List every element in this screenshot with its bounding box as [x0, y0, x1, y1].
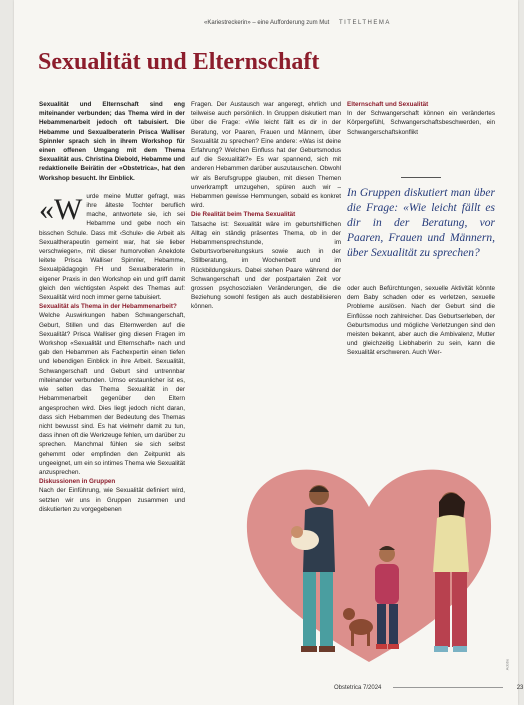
column-3 [347, 100, 495, 261]
pullquote-rule [401, 177, 441, 178]
column-1 [39, 100, 185, 514]
article-title: Sexualität und Elternschaft [38, 49, 320, 75]
image-credit: Adobe [504, 658, 510, 671]
subheading-2: Diskussionen in Gruppen [39, 478, 116, 486]
article-lead: Sexualität und Elternschaft sind eng miteinander verbunden; das Thema wird in der Hebammenarbeit jedoch oft tabuisiert. Die Hebamme und Sexualberaterin Prisca Walliser Spinnler sprach sich in ihrem Workshop für einen offenen Umgang mit dem Thema Sexualität aus. Christina Diebold, Hebamme und redaktionelle Beirätin der «Obstetrica», hat den Workshop besucht. Ihr Einblick. [39, 101, 185, 182]
page-footer [334, 685, 523, 691]
running-header [204, 20, 391, 26]
column-4 [347, 284, 495, 358]
intro-text: urde meine Mutter gefragt, was ihre älteste Tochter beruflich mache, antwortete sie, ich sei Hebamme und gebe noch ein bisschen Schule. Dass mit ‹Schule› die Arbeit als Sexualtherapeutin gemeint war, hat sie lieber verschwiegen», mit dieser humorvollen Anekdote leitete Prisca Walliser Spinnler, Hebamme, Sexualpädagogin FH und Sexualberaterin in eigener Praxis in den Workshop ein und griff damit gleich den wichtigsten Aspekt des Themas auf: Sexualität wird noch immer gerne tabuisiert. [39, 192, 185, 302]
family-heart-illustration [239, 462, 499, 672]
paragraph-5: In der Schwangerschaft können ein verändertes Körpergefühl, Schwangerschaftsbeschwerden, ein Schwangerschaftskonflikt [347, 110, 495, 136]
paragraph-3: Fragen. Der Austausch war angeregt, ehrlich und teilweise auch persönlich. In Gruppen diskutiert man über die Frage: «Wie leicht fällt es dir in der Beratung, vor Paaren, Frauen und Männern, über Sexualität zu sprechen? Eine andere: «Was ist deine Erfahrung? Welchen Einfluss hat der Geburtsmodus auf die Sexualität?» Es war spannend, sich mit anderen Hebammen darüber auszutauschen. Obwohl wir als Berufsgruppe glauben, mit diesen Themen unverkrampft umzugehen, spüren auch wir – Hebammen gewisse Hemmungen, sobald es konkret wird. [191, 101, 341, 210]
subheading-1: Sexualität als Thema in der Hebammenarbeit? [39, 303, 177, 311]
footer-rule [393, 687, 503, 688]
paragraph-4: Tatsache ist: Sexualität wäre im geburtshilflichen Alltag ein ständig präsentes Thema, ob in der Hebammensprechstunde, im Geburtsvorbereitungskurs sowie auch in der Stillberatung, im Wochenbett und im Rückbildungskurs. Dabei stehen Paare während der Schwangerschaft und der postpartalen Zeit vor grossen psychosozialen Veränderungen, die die Beziehung sowohl festigen als auch destabilisieren können. [191, 220, 341, 311]
section-label: TITELTHEMA [338, 20, 391, 26]
intro-paragraph [39, 192, 185, 302]
paragraph-2: Nach der Einführung, wie Sexualität definiert wird, setzten wir uns in Gruppen zusammen und diskutierten zu vorgegebenen [39, 487, 185, 513]
subheading-4: Elternschaft und Sexualität [347, 101, 429, 108]
header-kicker: «Kariestreckerin» – eine Aufforderung zum Mut [204, 20, 330, 26]
page-number: 23 [516, 685, 524, 691]
dropcap: «W [39, 192, 83, 226]
subheading-3: Die Realität beim Thema Sexualität [191, 211, 296, 219]
paragraph-6: oder auch Befürchtungen, sexuelle Aktivität könnte dem Baby schaden oder es verletzen, sexuelle Probleme auslösen. Nach der Geburt sind die Einflüsse noch zahlreicher. Das Geburtserleben, der Geburtsmodus und mögliche Verletzungen sind den meisten bekannt, aber auch die Ambivalenz, Mutter und gleichzeitig Liebhaberin zu sein, kann die Sexualität erschweren. Auch Wer- [347, 285, 495, 357]
pull-quote: In Gruppen diskutiert man über die Frage: «Wie leicht fällt es dir in der Beratung, vor Paaren, Frauen und Männern, über Sexualität zu sprechen? [347, 186, 495, 259]
journal-name: Obstetrica 7/2024 [334, 685, 382, 691]
paragraph-1: Welche Auswirkungen haben Schwangerschaft, Geburt, Stillen und das Elternwerden auf die Sexualität? Prisca Walliser ging diesen Fragen im Workshop «Sexualität und Elternschaft» nach und gab den Hebammen als Fachexpertin einen tiefen und lebendigen Einblick in ihre Arbeit. Sexualität, Schwangerschaft und Geburt sind untrennbar miteinander verbunden. Umso erstaunlicher ist es, wie selten das Thema Sexualität in der Hebammenarbeit gegenüber den Eltern angesprochen wird. Dies liegt jedoch nicht daran, dass sich Hebammen der Bedeutung des Themas nicht bewusst sind. Es hat vielmehr damit zu tun, dass ihnen oft die Werkzeuge fehlen, um darüber zu sprechen. Manchmal fühlen sie sich selbst gehemmt oder empfinden den Zeitpunkt als ungeeignet, um ein so intimes Thema wie Sexualität anzusprechen. [39, 312, 185, 476]
magazine-page [14, 0, 524, 705]
column-2 [191, 100, 341, 312]
